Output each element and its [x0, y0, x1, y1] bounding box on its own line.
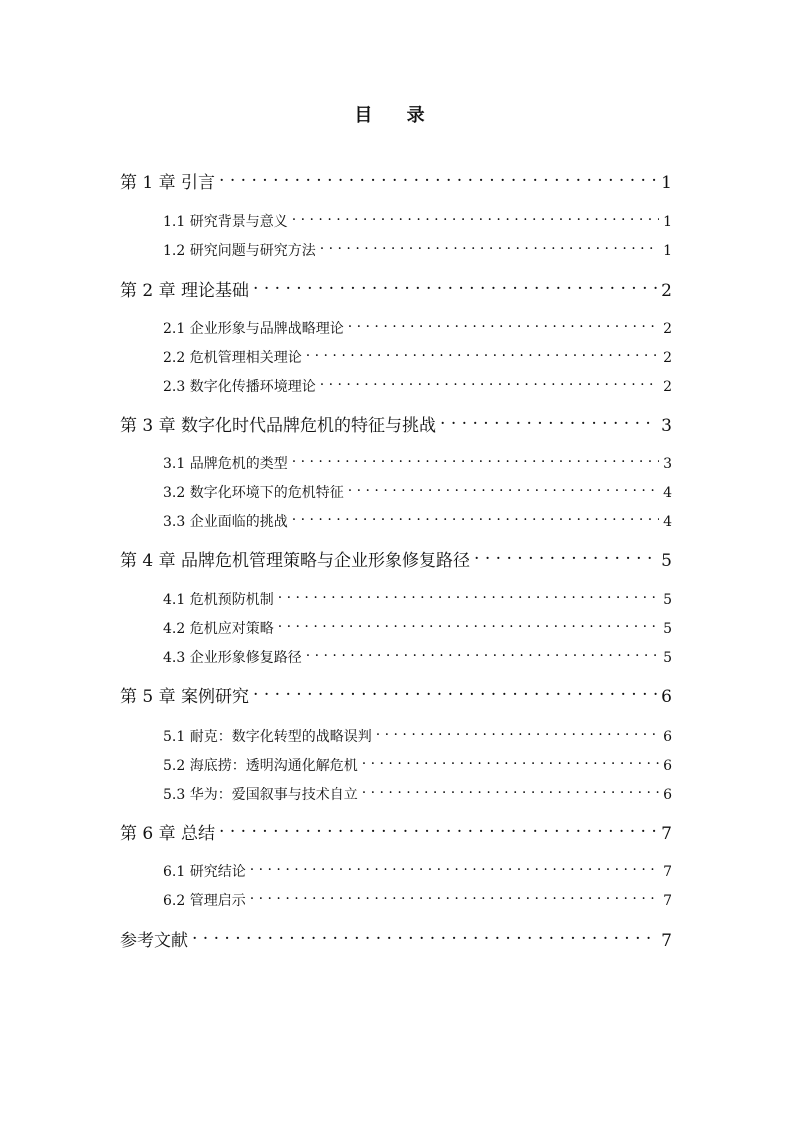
toc-entry-page: 5: [663, 621, 672, 637]
toc-entry-label: 1.2 研究问题与研究方法: [163, 243, 316, 259]
toc-entry-section-1-1[interactable]: [163, 212, 672, 232]
dot-leader: [250, 862, 659, 876]
dot-leader: [292, 512, 659, 526]
toc-entry-label: 参考文献: [120, 931, 188, 951]
toc-entry-label: 第 3 章 数字化时代品牌危机的特征与挑战: [120, 416, 437, 436]
toc-entry-page: 1: [663, 243, 672, 259]
dot-leader: [278, 619, 659, 633]
toc-entry-label: 5.1 耐克：数字化转型的战略误判: [163, 729, 372, 745]
dot-leader: [348, 319, 659, 333]
toc-entry-page: 1: [661, 173, 672, 193]
toc-entry-label: 1.1 研究背景与意义: [163, 214, 288, 230]
toc-entry-page: 6: [661, 687, 672, 707]
dot-leader: [320, 241, 659, 255]
toc-entry-label: 6.1 研究结论: [163, 864, 246, 880]
toc-entry-page: 7: [663, 893, 672, 909]
toc-entry-page: 6: [663, 729, 672, 745]
toc-entry-section-2-2[interactable]: [163, 348, 672, 368]
dot-leader: [219, 171, 657, 188]
dot-leader: [320, 377, 659, 391]
toc-entry-section-4-1[interactable]: [163, 590, 672, 610]
toc-entry-label: 6.2 管理启示: [163, 893, 246, 909]
toc-entry-page: 2: [661, 281, 672, 301]
dot-leader: [440, 414, 657, 431]
dot-leader: [192, 929, 657, 946]
toc-entry-page: 7: [663, 864, 672, 880]
dot-leader: [253, 279, 657, 296]
toc-entry-label: 4.2 危机应对策略: [163, 621, 274, 637]
dot-leader: [362, 756, 659, 770]
dot-leader: [250, 891, 659, 905]
dot-leader: [362, 785, 659, 799]
toc-entry-chapter-1[interactable]: [120, 171, 672, 195]
dot-leader: [306, 348, 659, 362]
dot-leader: [278, 590, 659, 604]
toc-entry-chapter-6[interactable]: [120, 822, 672, 846]
toc-entry-page: 7: [661, 824, 672, 844]
toc-entry-section-5-2[interactable]: [163, 756, 672, 776]
toc-entry-section-5-3[interactable]: [163, 785, 672, 805]
toc-entry-label: 第 4 章 品牌危机管理策略与企业形象修复路径: [120, 551, 471, 571]
toc-entry-section-2-3[interactable]: [163, 377, 672, 397]
toc-entry-label: 2.2 危机管理相关理论: [163, 350, 302, 366]
toc-entry-section-1-2[interactable]: [163, 241, 672, 261]
toc-entry-references[interactable]: [120, 929, 672, 953]
dot-leader: [219, 822, 657, 839]
toc-entry-page: 2: [663, 379, 672, 395]
toc-entry-section-3-1[interactable]: [163, 454, 672, 474]
toc-entry-section-6-2[interactable]: [163, 891, 672, 911]
toc-entry-chapter-2[interactable]: [120, 279, 672, 303]
toc-entry-page: 6: [663, 787, 672, 803]
toc-entry-label: 第 6 章 总结: [120, 824, 216, 844]
toc-entry-section-6-1[interactable]: [163, 862, 672, 882]
dot-leader: [292, 212, 659, 226]
toc-entry-page: 2: [663, 350, 672, 366]
toc-entry-label: 3.1 品牌危机的类型: [163, 456, 288, 472]
toc-entry-label: 3.3 企业面临的挑战: [163, 514, 288, 530]
dot-leader: [474, 549, 657, 566]
toc-entry-chapter-4[interactable]: [120, 549, 672, 573]
toc-entry-label: 第 2 章 理论基础: [120, 281, 250, 301]
toc-entry-label: 5.2 海底捞：透明沟通化解危机: [163, 758, 358, 774]
toc-entry-label: 第 5 章 案例研究: [120, 687, 250, 707]
toc-entry-label: 2.1 企业形象与品牌战略理论: [163, 321, 344, 337]
toc-entry-section-5-1[interactable]: [163, 727, 672, 747]
toc-entry-page: 5: [661, 551, 672, 571]
toc-entry-section-2-1[interactable]: [163, 319, 672, 339]
toc-title: 目 录: [354, 105, 439, 126]
toc-entry-label: 5.3 华为：爱国叙事与技术自立: [163, 787, 358, 803]
toc-entry-label: 4.3 企业形象修复路径: [163, 650, 302, 666]
dot-leader: [253, 685, 657, 702]
toc-entry-page: 5: [663, 650, 672, 666]
toc-entry-page: 1: [663, 214, 672, 230]
toc-entry-label: 第 1 章 引言: [120, 173, 216, 193]
toc-entry-label: 2.3 数字化传播环境理论: [163, 379, 316, 395]
toc-entry-page: 3: [661, 416, 672, 436]
toc-entry-page: 4: [663, 514, 672, 530]
toc-entry-page: 6: [663, 758, 672, 774]
toc-entry-section-4-3[interactable]: [163, 648, 672, 668]
toc-entry-page: 2: [663, 321, 672, 337]
toc-entry-page: 7: [661, 931, 672, 951]
toc-entry-page: 4: [663, 485, 672, 501]
dot-leader: [306, 648, 659, 662]
toc-entry-page: 5: [663, 592, 672, 608]
toc-entry-section-3-3[interactable]: [163, 512, 672, 532]
toc-entry-section-3-2[interactable]: [163, 483, 672, 503]
toc-entry-section-4-2[interactable]: [163, 619, 672, 639]
toc-entry-page: 3: [663, 456, 672, 472]
toc-entry-chapter-5[interactable]: [120, 685, 672, 709]
toc-entry-label: 3.2 数字化环境下的危机特征: [163, 485, 344, 501]
dot-leader: [348, 483, 659, 497]
toc-entry-label: 4.1 危机预防机制: [163, 592, 274, 608]
toc-entry-chapter-3[interactable]: [120, 414, 672, 438]
dot-leader: [376, 727, 659, 741]
dot-leader: [292, 454, 659, 468]
